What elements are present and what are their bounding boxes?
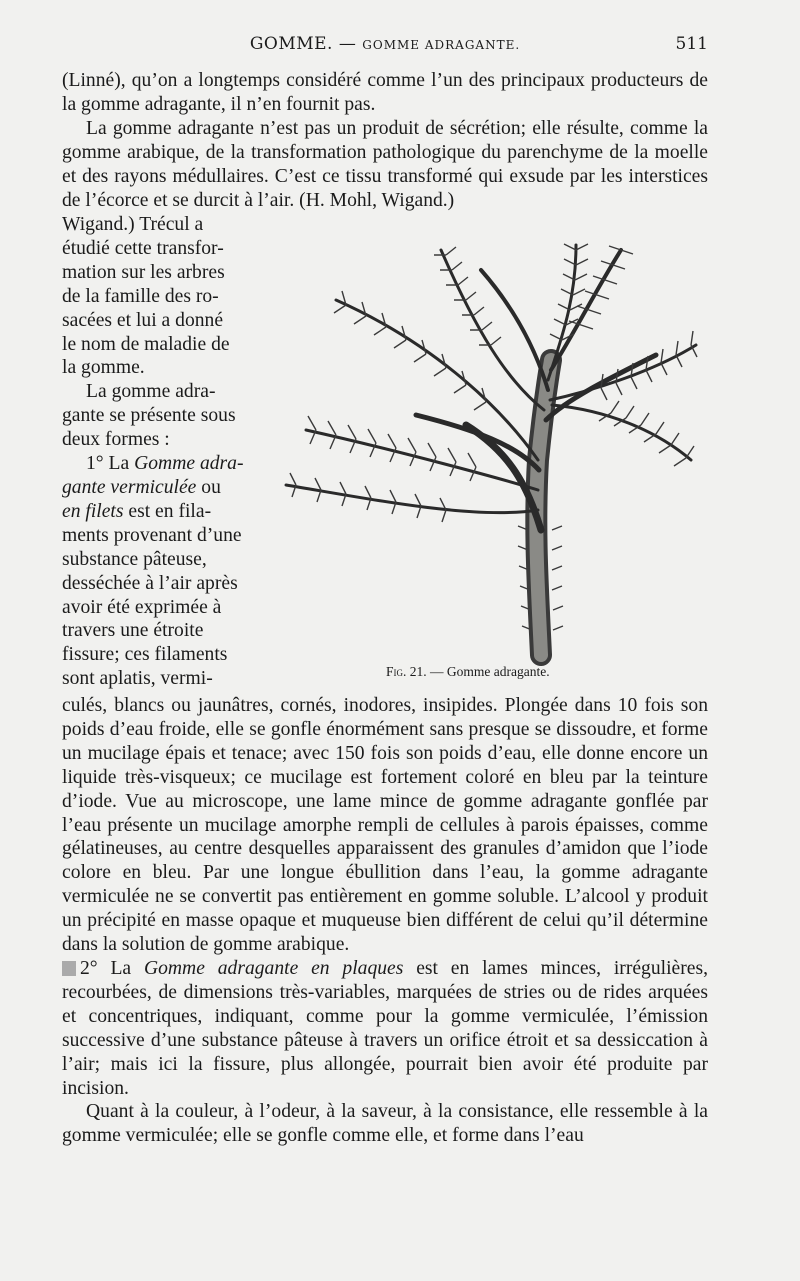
side-column-text — [62, 213, 254, 691]
column-line: deux formes : — [62, 429, 170, 451]
column-line: gante vermiculée ou — [62, 476, 221, 498]
paragraph: La gomme adragante n’est pas un produit de sécrétion; elle résulte, comme la gomme arabique, de la transformation pathologique du parenchyme de la moelle et des rayons médullaires. C’est ce tissu transformé qui exsude par les interstices de l’écorce et se durcit à l’air. (H. Mohl, Wigand.) — [62, 117, 708, 211]
column-line: ments provenant d’une — [62, 524, 242, 546]
page-stain-mark — [62, 961, 76, 976]
column-line: avoir été exprimée à — [62, 596, 222, 618]
running-header — [62, 34, 708, 60]
column-line: de la famille des ro- — [62, 285, 219, 307]
header-title-main: GOMME. — [249, 34, 333, 54]
column-line: La gomme adra- — [86, 381, 216, 403]
paragraph: culés, blancs ou jaunâtres, cornés, inodores, insipides. Plongée dans 10 fois son poids d’eau froide, elle se gonfle énormément sans presque se dissoudre, et forme un mucilage épais et tenace; avec 150 fois son poids d’eau, elle donne encore un liquide très-visqueux; ce mucilage est fortement coloré en bleu par la teinture d’iode. Vue au microscope, une lame mince de gomme adragante gonflée par l’eau présente un mucilage amorphe rempli de cellules à parois épaisses, comme gélatineuses, au centre desquelles apparaissent des granules d’amidon que l’iode colore en bleu. Par une longue ébullition dans l’eau, la gomme adragante vermiculée ne se convertit pas entièrement en gomme soluble. L’alcool y produit un précipité en masse opaque et muqueuse bien différent de celui qu’il détermine dans la solution de gomme arabique. — [62, 695, 708, 956]
column-line: sacées et lui a donné — [62, 309, 224, 331]
column-line: fissure; ces filaments — [62, 644, 228, 666]
page-number: 511 — [675, 34, 708, 54]
paragraph: 2° La Gomme adragante en plaques est en lames minces, irrégulières, recourbées, de dimensions très-variables, marquées de stries ou de rides arquées et concentriques, indiquant, comme pour la gomme vermiculée, l’émission successive d’une substance pâteuse à travers un orifice étroit et sa dessiccation à l’air; mais ici la fissure, plus allongée, pourrait bien avoir été produite par incision. — [62, 957, 708, 1099]
column-line: en filets est en fila- — [62, 500, 212, 522]
column-line: substance pâteuse, — [62, 548, 207, 570]
caption-label: Fig. 21. — [386, 664, 427, 679]
header-title — [62, 34, 708, 54]
column-line: étudié cette transfor- — [62, 237, 224, 259]
caption-text: Gomme adragante. — [446, 664, 550, 679]
column-line: travers une étroite — [62, 620, 204, 642]
column-line: sont aplatis, vermi- — [62, 668, 213, 690]
paragraph: Quant à la couleur, à l’odeur, à la saveur, à la consistance, elle ressemble à la gomme vermiculée; elle se gonfle comme elle, et forme dans l’eau — [62, 1101, 708, 1147]
column-line: desséchée à l’air après — [62, 572, 238, 594]
column-line: Wigand.) Trécul a — [62, 214, 204, 235]
header-title-sub: GOMME ADRAGANTE. — [362, 38, 521, 52]
figure-caption — [386, 664, 626, 680]
column-line: le nom de maladie de — [62, 333, 230, 355]
bottom-text-block — [62, 694, 708, 1148]
column-line: mation sur les arbres — [62, 261, 225, 283]
top-text-block — [62, 69, 708, 211]
caption-dash: — — [430, 664, 444, 679]
column-line: gante se présente sous — [62, 405, 236, 427]
paragraph: (Linné), qu’on a longtemps considéré comme l’un des principaux producteurs de la gomme adragante, il n’en fournit pas. — [62, 70, 708, 115]
column-line: 1° La Gomme adra- — [86, 453, 244, 475]
column-line: la gomme. — [62, 357, 145, 379]
plant-illustration — [276, 230, 706, 688]
header-dash: — — [338, 34, 357, 54]
